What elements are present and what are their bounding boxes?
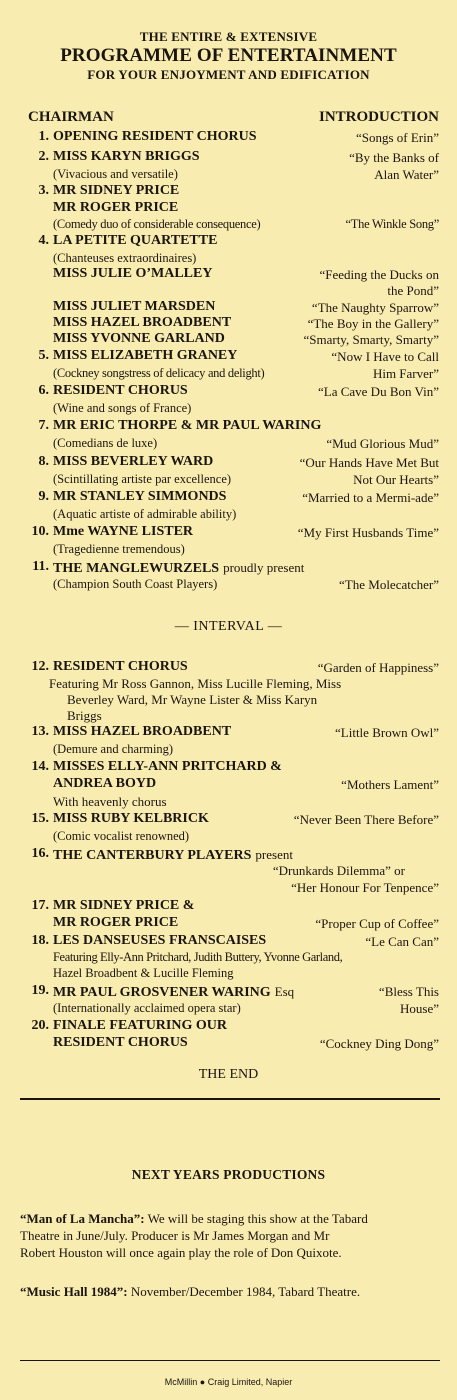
member-song: “The Boy in the Gallery” (307, 316, 439, 331)
act-performer-line (53, 847, 293, 863)
act-song: “Bless This (378, 984, 439, 999)
act-number: 2. (38, 149, 49, 164)
act-number: 18. (31, 933, 49, 948)
member-song: “Feeding the Ducks on (319, 267, 439, 282)
act-song: “Songs of Erin” (355, 130, 439, 145)
programme-title: PROGRAMME OF ENTERTAINMENT (60, 45, 397, 66)
act-featuring: Briggs (67, 708, 102, 723)
act-performer: FINALE FEATURING OUR (53, 1018, 227, 1033)
act-performer: MISSES ELLY-ANN PRITCHARD & (53, 759, 282, 774)
act-description: (Demure and charming) (53, 742, 174, 756)
act-description: (Scintillating artiste par excellence) (53, 472, 232, 486)
act-performer-line (53, 984, 294, 1000)
act-description: (Tragedienne tremendous) (53, 542, 185, 556)
quartette-member: MISS YVONNE GARLAND (53, 331, 225, 346)
act-performer: MR SIDNEY PRICE & (53, 898, 195, 913)
member-song: the Pond” (387, 283, 439, 298)
act-performer: RESIDENT CHORUS (53, 383, 188, 398)
act-song: Not Our Hearts” (353, 472, 439, 487)
act-song: “Drunkards Dilemma” or (272, 863, 405, 878)
act-featuring: Featuring Mr Ross Gannon, Miss Lucille Fleming, Miss (49, 676, 342, 691)
production-text: November/December 1984, Tabard Theatre. (127, 1284, 361, 1299)
act-performer: MR ROGER PRICE (53, 200, 179, 215)
act-song: “Little Brown Owl” (335, 725, 439, 740)
act-description: (Champion South Coast Players) (53, 577, 218, 591)
act-featuring: Hazel Broadbent & Lucille Fleming (53, 966, 234, 980)
act-performer: LES DANSEUSES FRANSCAISES (53, 933, 267, 948)
act-description: (Vivacious and versatile) (53, 167, 178, 181)
act-description: (Comedians de luxe) (53, 436, 158, 450)
act-number: 1. (38, 129, 49, 144)
act-performer: MR SIDNEY PRICE (53, 183, 180, 198)
act-performer: MISS ELIZABETH GRANEY (53, 348, 238, 363)
divider-rule (20, 1098, 440, 1100)
act-suffix: Esq (274, 984, 295, 999)
act-song: Alan Water” (374, 167, 439, 182)
act-number: 19. (31, 983, 49, 998)
act-number: 6. (38, 383, 49, 398)
act-song: “The Molecatcher” (339, 577, 439, 592)
quartette-member: MISS HAZEL BROADBENT (53, 315, 232, 330)
act-number: 8. (38, 454, 49, 469)
act-performer: MISS BEVERLEY WARD (53, 454, 214, 469)
act-number: 13. (31, 724, 49, 739)
the-end-label: THE END (198, 1067, 259, 1082)
act-song: “Married to a Mermi-ade” (302, 490, 439, 505)
production-text: We will be staging this show at the Tabard (144, 1211, 368, 1226)
act-song: “The Winkle Song” (345, 217, 439, 231)
act-performer: THE MANGLEWURZELS (53, 561, 220, 576)
act-number: 10. (31, 524, 49, 539)
production-text: Theatre in June/July. Producer is Mr James Morgan and Mr (20, 1228, 330, 1243)
next-years-heading: NEXT YEARS PRODUCTIONS (131, 1167, 326, 1182)
member-song: “Smarty, Smarty, Smarty” (303, 332, 439, 347)
act-number: 7. (38, 418, 49, 433)
production-line (20, 1212, 368, 1225)
act-performer: MISS KARYN BRIGGS (53, 149, 200, 164)
act-performer: MR STANLEY SIMMONDS (53, 489, 227, 504)
act-performer: Mme WAYNE LISTER (53, 524, 194, 539)
act-description: (Comic vocalist renowned) (53, 829, 190, 843)
act-description: (Wine and songs of France) (53, 401, 192, 415)
act-song: “Garden of Happiness” (317, 660, 439, 675)
act-number: 3. (38, 183, 49, 198)
production-title: “Man of La Mancha”: (20, 1211, 145, 1226)
act-description: (Cockney songstress of delicacy and delight) (53, 366, 265, 380)
act-song: “Mothers Lament” (341, 777, 439, 792)
act-performer: RESIDENT CHORUS (53, 659, 188, 674)
act-performer: MR PAUL GROSVENER WARING (53, 985, 271, 1000)
act-song: “Cockney Ding Dong” (319, 1036, 439, 1051)
act-number: 4. (38, 233, 49, 248)
member-song: “The Naughty Sparrow” (311, 300, 439, 315)
act-number: 11. (32, 559, 49, 574)
act-song: “By the Banks of (349, 150, 439, 165)
act-performer: THE CANTERBURY PLAYERS (53, 848, 252, 863)
act-song: “My First Husbands Time” (297, 525, 439, 540)
chairman-heading: CHAIRMAN (28, 109, 114, 125)
act-performer: MISS RUBY KELBRICK (53, 811, 209, 826)
act-song: “Mud Glorious Mud” (326, 436, 439, 451)
act-number: 14. (31, 759, 49, 774)
printer-credit: McMillin ● Craig Limited, Napier (164, 1377, 293, 1387)
header-line-1: THE ENTIRE & EXTENSIVE (139, 29, 318, 44)
interval-label: — INTERVAL — (174, 619, 283, 634)
act-description: (Aquatic artiste of admirable ability) (53, 507, 237, 521)
act-song: “Proper Cup of Coffee” (315, 916, 439, 931)
act-performer: MISS HAZEL BROADBENT (53, 724, 232, 739)
act-performer: OPENING RESIDENT CHORUS (53, 129, 257, 144)
act-number: 5. (38, 348, 49, 363)
act-performer-line (53, 560, 304, 576)
production-line (20, 1285, 360, 1298)
act-description: (Internationally acclaimed opera star) (53, 1001, 241, 1015)
act-song: “Never Been There Before” (293, 812, 439, 827)
act-number: 12. (31, 659, 49, 674)
act-song: House” (400, 1001, 439, 1016)
act-song: Him Farver” (372, 366, 439, 381)
act-number: 9. (38, 489, 49, 504)
quartette-member: MISS JULIET MARSDEN (53, 299, 216, 314)
act-performer: MR ERIC THORPE & MR PAUL WARING (53, 418, 322, 433)
act-description: (Chanteuses extraordinaires) (53, 251, 197, 265)
act-song: “Her Honour For Tenpence” (291, 880, 439, 895)
production-text: Robert Houston will once again play the role of Don Quixote. (20, 1245, 342, 1260)
act-description: With heavenly chorus (53, 794, 167, 809)
introduction-heading: INTRODUCTION (318, 109, 439, 125)
act-suffix: present (255, 847, 293, 862)
act-number: 16. (31, 846, 49, 861)
act-suffix: proudly present (223, 560, 305, 575)
act-performer: MR ROGER PRICE (53, 915, 179, 930)
act-performer: ANDREA BOYD (53, 776, 157, 791)
quartette-member: MISS JULIE O’MALLEY (53, 266, 213, 281)
act-song: “Now I Have to Call (331, 349, 439, 364)
footer-rule (20, 1360, 440, 1361)
act-performer: RESIDENT CHORUS (53, 1035, 188, 1050)
act-featuring: Featuring Elly-Ann Pritchard, Judith Buttery, Yvonne Garland, (53, 950, 343, 964)
act-number: 20. (31, 1018, 49, 1033)
act-performer: LA PETITE QUARTETTE (53, 233, 218, 248)
act-song: “Our Hands Have Met But (299, 455, 439, 470)
act-number: 17. (31, 898, 49, 913)
act-song: “Le Can Can” (365, 934, 439, 949)
act-number: 15. (31, 811, 49, 826)
act-song: “La Cave Du Bon Vin” (317, 384, 439, 399)
act-featuring: Beverley Ward, Mr Wayne Lister & Miss Karyn (67, 692, 318, 707)
production-title: “Music Hall 1984”: (20, 1284, 128, 1299)
act-description: (Comedy duo of considerable consequence) (53, 217, 261, 231)
header-line-3: FOR YOUR ENJOYMENT AND EDIFICATION (87, 67, 370, 82)
